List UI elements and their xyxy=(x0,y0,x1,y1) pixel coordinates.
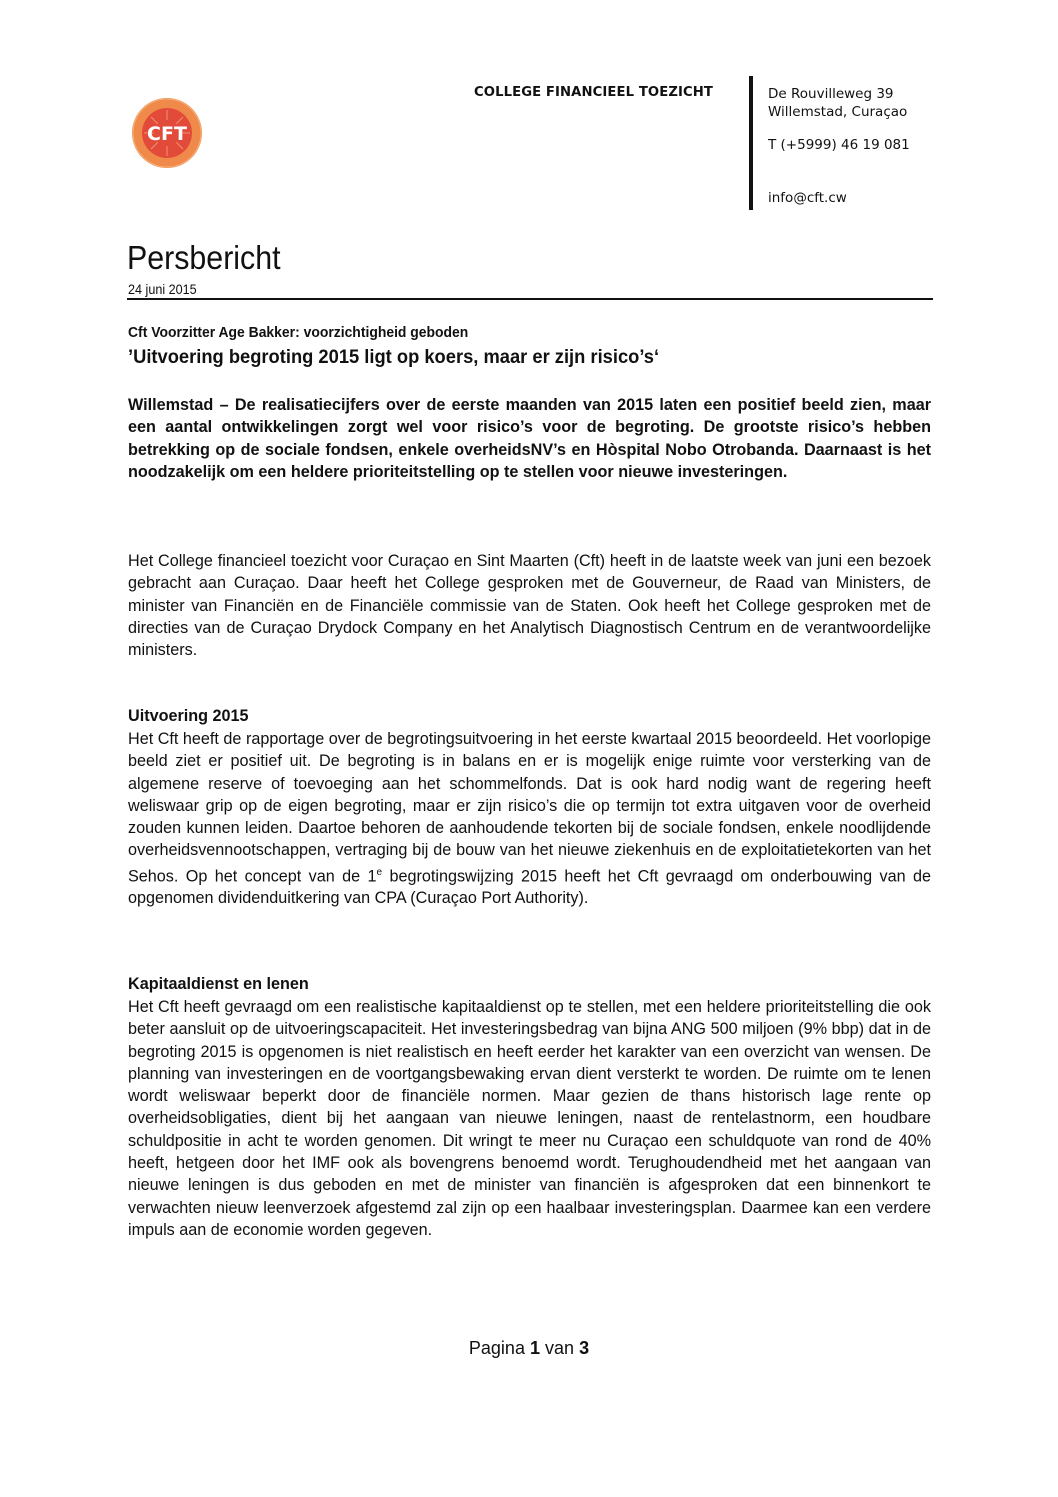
page-total: 3 xyxy=(579,1338,590,1358)
logo-text: CFT xyxy=(147,123,187,145)
section-title-uitvoering: Uitvoering 2015 xyxy=(128,707,249,725)
document-date: 24 juni 2015 xyxy=(128,281,197,297)
lead-paragraph: Willemstad – De realisatiecijfers over de eerste maanden van 2015 laten een positief beeld zien, maar een aantal ontwikkelingen zorgt wel voor risico’s voor de begroting. De grootste risico’s hebben betrekking op de sociale fondsen, enkele overheidsNV’s en Hòspital Nobo Otrobanda. Daarnaast is het noodzakelijk om een heldere prioriteitstelling op te stellen voor nieuwe investeringen. xyxy=(128,396,931,481)
cft-logo xyxy=(131,97,203,169)
document-title: Persbericht xyxy=(127,239,281,276)
header-divider xyxy=(749,76,753,210)
page-current: 1 xyxy=(529,1338,540,1358)
address-line-1: De Rouvilleweg 39 xyxy=(768,86,894,102)
address-line-2: Willemstad, Curaçao xyxy=(768,104,908,120)
section-body-part-1: Het Cft heeft de rapportage over de begrotingsuitvoering in het eerste kwartaal 2015 beoordeeld. Het voorlopige beeld ziet er positief uit. De begroting is in balans en er is mogelijk enige ruimte voor versterking van de algemene reserve of toevoeging aan het schommelfonds. Dat is ook hard nodig want de regering heeft weliswaar grip op de eigen begroting, maar er zijn risico’s die op termijn tot extra uitgaven voor de overheid zouden kunnen leiden. Daartoe behoren de aanhoudende tekorten bij de sociale fondsen, enkele noodlijdende overheidsvennootschappen, vertraging bij de bouw van het nieuwe ziekenhuis en de exploitatietekorten van het Sehos. Op het concept van de 1 xyxy=(128,730,931,886)
section-body-part-2: begrotingswijzing 2015 heeft het Cft gevraagd om onderbouwing van de opgenomen dividenduitkering van CPA (Curaçao Port Authority). xyxy=(128,867,931,908)
page-footer xyxy=(0,1338,1058,1359)
subheading: Cft Voorzitter Age Bakker: voorzichtigheid geboden xyxy=(128,325,469,341)
cft-logo-icon xyxy=(131,97,203,169)
intro-paragraph: Het College financieel toezicht voor Curaçao en Sint Maarten (Cft) heeft in de laatste week van juni een bezoek gebracht aan Curaçao. Daar heeft het College gesproken met de Gouverneur, de Raad van Ministers, de minister van Financiën en de Financiële commissie van de Staten. Ook heeft het College gesproken met de directies van de Curaçao Drydock Company en het Analytisch Diagnostisch Centrum en de verantwoordelijke ministers. xyxy=(128,552,931,660)
organization-name: COLLEGE FINANCIEEL TOEZICHT xyxy=(474,85,714,100)
ordinal-superscript: e xyxy=(376,866,383,878)
email-link[interactable]: info@cft.cw xyxy=(768,190,847,206)
phone-number: T (+5999) 46 19 081 xyxy=(768,137,910,153)
section-body-uitvoering xyxy=(128,728,931,910)
headline: ’Uitvoering begroting 2015 ligt op koers, maar er zijn risico’s‘ xyxy=(128,346,660,368)
section-body-kapitaaldienst: Het Cft heeft gevraagd om een realistische kapitaaldienst op te stellen, met een heldere prioriteitstelling die ook beter aansluit op de uitvoeringscapaciteit. Het investeringsbedrag van bijna ANG 500 miljoen (9% bbp) dat in de begroting 2015 is opgenomen is niet realistisch en heeft eerder het karakter van een overzicht van wensen. De planning van investeringen en de voortgangsbewaking ervan dient versterkt te worden. De ruimte om te lenen wordt weliswaar beperkt door de financiële normen. Maar gezien de thans historisch lage rente op overheidsobligaties, dient bij het aangaan van nieuwe leningen, naast de rentelastnorm, een houdbare schuldpositie in acht te worden genomen. Dit wringt te meer nu Curaçao een schuldquote van rond de 40% heeft, hetgeen door het IMF ook als bovengrens benoemd wordt. Terughoudendheid met het aangaan van nieuwe leningen is dus geboden en met de minister van financiën is afgesproken dat een binnenkort te verwachten nieuw leenverzoek afgestemd zal zijn op een haalbaar investeringsplan. Daarmee kan een verdere impuls aan de economie worden gegeven. xyxy=(128,998,931,1239)
title-rule xyxy=(127,298,933,300)
page-label: Pagina xyxy=(468,1338,525,1358)
page-of: van xyxy=(545,1338,575,1358)
section-title-kapitaaldienst: Kapitaaldienst en lenen xyxy=(128,975,309,993)
